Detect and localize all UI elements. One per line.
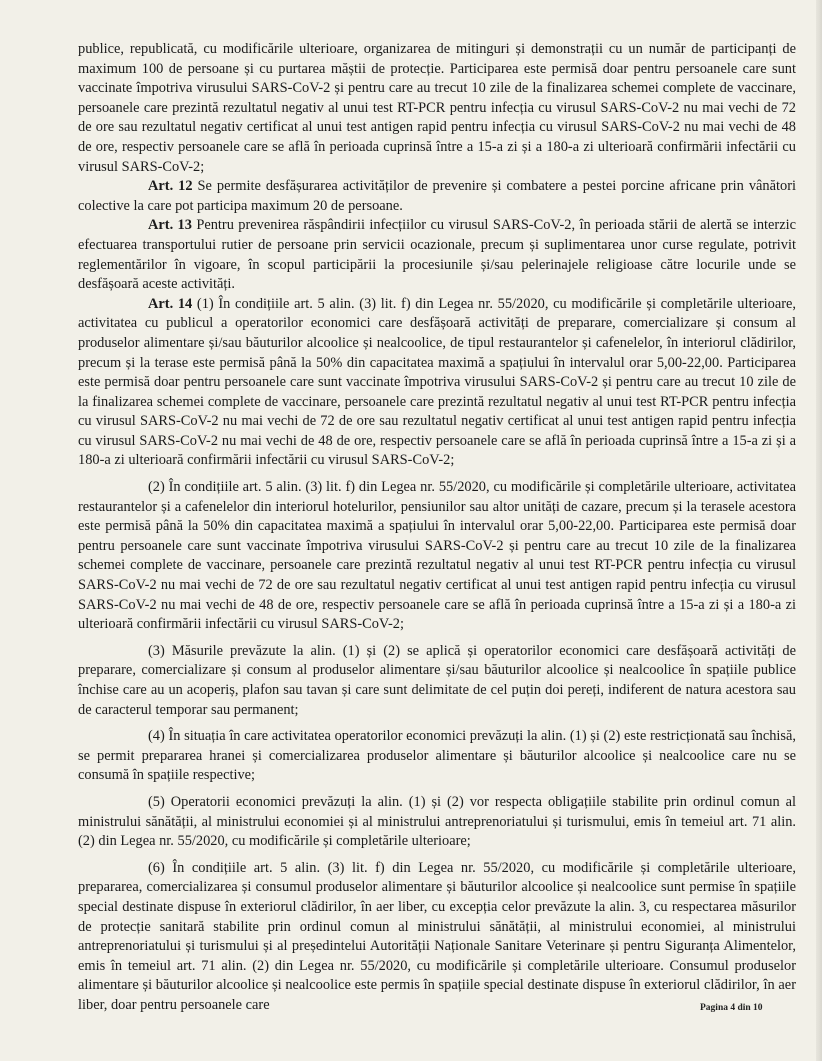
paragraph-art12 (78, 177, 796, 216)
paragraph-art14-5 (78, 793, 796, 852)
paragraph-text: (1) În condițiile art. 5 alin. (3) lit. f) din Legea nr. 55/2020, cu modificările și completările ulterioare, activitatea cu publicul a operatorilor economici care desfășoară activități de preparare, comercializare și consum al produselor alimentare și/sau băuturilor alcoolice și nealcoolice, de tipul restaurantelor și cafenelelor, în interiorul clădirilor, precum și la terase este permisă până la 50% din capacitatea maximă a spațiului în intervalul orar 5,00-22,00. Participarea este permisă doar pentru persoanele care sunt vaccinate împotriva virusului SARS-CoV-2 și pentru care au trecut 10 zile de la finalizarea schemei complete de vaccinare, persoanele care prezintă rezultatul negativ al unui test RT-PCR pentru infecția cu virusul SARS-CoV-2 nu mai vechi de 72 de ore sau rezultatul negativ certificat al unui test antigen rapid pentru infecția cu virusul SARS-CoV-2 nu mai vechi de 48 de ore, respectiv persoanele care se află în perioada cuprinsă între a 15-a zi și a 180-a zi ulterioară confirmării infectării cu virusul SARS-CoV-2; (78, 295, 796, 469)
page-edge-shadow (816, 0, 822, 1061)
paragraph-art14-3 (78, 642, 796, 720)
document-page (78, 40, 796, 1016)
paragraph-text: Se permite desfășurarea activităților de prevenire și combatere a pestei porcine africane prin vânători colective la care pot participa maximum 20 de persoane. (78, 178, 796, 214)
paragraph-text: (2) În condițiile art. 5 alin. (3) lit. f) din Legea nr. 55/2020, cu modificările și completările ulterioare, activitatea restaurantelor și a cafenelelor din interiorul hotelurilor, pensiunilor sau altor unități de cazare, precum și la terasele acestora este permisă până la 50% din capacitatea maximă a spațiului în intervalul orar 5,00-22,00. Participarea este permisă doar pentru persoanele care sunt vaccinate împotriva virusului SARS-CoV-2 și pentru care au trecut 10 zile de la finalizarea schemei complete de vaccinare, persoanele care prezintă rezultatul negativ al unui test RT-PCR pentru infecția cu virusul SARS-CoV-2 nu mai vechi de 72 de ore sau rezultatul negativ certificat al unui test antigen rapid pentru infecția cu virusul SARS-CoV-2 nu mai vechi de 48 de ore, respectiv persoanele care se află în perioada cuprinsă între a 15-a zi și a 180-a zi ulterioară confirmării infectării cu virusul SARS-CoV-2; (78, 479, 796, 633)
page-number: Pagina 4 din 10 (700, 1003, 763, 1013)
paragraph-art13 (78, 216, 796, 294)
paragraph-art11-continuation (78, 40, 796, 177)
paragraph-art14-6 (78, 859, 796, 1016)
paragraph-text: publice, republicată, cu modificările ulterioare, organizarea de mitinguri și demonstrații cu un număr de participanți de maximum 100 de persoane și cu purtarea măștii de protecție. Participarea este permisă doar pentru persoanele care sunt vaccinate împotriva virusului SARS-CoV-2 și pentru care au trecut 10 zile de la finalizarea schemei complete de vaccinare, persoanele care prezintă rezultatul negativ al unui test RT-PCR pentru infecția cu virusul SARS-CoV-2 nu mai vechi de 72 de ore sau rezultatul negativ certificat al unui test antigen rapid pentru infecția cu virusul SARS-CoV-2 nu mai vechi de 48 de ore, respectiv persoanele care se află în perioada cuprinsă între a 15-a zi și a 180-a zi ulterioară confirmării infectării cu virusul SARS-CoV-2; (78, 41, 796, 175)
paragraph-art14-2 (78, 478, 796, 635)
paragraph-text: (5) Operatorii economici prevăzuți la alin. (1) și (2) vor respecta obligațiile stabilite prin ordinul comun al ministrului sănătății, al ministrului economiei și al ministrului antreprenoriatului și turismului, emis în temeiul art. 71 alin. (2) din Legea nr. 55/2020, cu modificările și completările ulterioare; (78, 793, 796, 850)
paragraph-text: (6) În condițiile art. 5 alin. (3) lit. f) din Legea nr. 55/2020, cu modificările și completările ulterioare, prepararea, comercializarea și consumul produselor alimentare și băuturilor alcoolice și nealcoolice sunt permise în spațiile special destinate dispuse în exteriorul clădirilor, în aer liber, cu excepția celor prevăzute la alin. 3, cu respectarea măsurilor de protecție sanitară stabilite prin ordinul comun al ministrului sănătății, al ministrului economiei, al ministrului antreprenoriatului și turismului și al președintelui Autorității Naționale Sanitare Veterinare și pentru Siguranța Alimentelor, emis în temeiul art. 71 alin. (2) din Legea nr. 55/2020, cu modificările și completările ulterioare. Consumul produselor alimentare și băuturilor alcoolice și nealcoolice este permis în spațiile special destinate dispuse în exteriorul clădirilor, în aer liber, doar pentru persoanele care (78, 859, 796, 1013)
paragraph-text: (4) În situația în care activitatea operatorilor economici prevăzuți la alin. (1) și (2) este restricționată sau închisă, se permit prepararea hranei și comercializarea produselor alimentare și băuturilor alcoolice și nealcoolice care nu se consumă în spațiile respective; (78, 728, 796, 784)
article-label: Art. 13 (148, 217, 192, 234)
paragraph-text: Pentru prevenirea răspândirii infecțiilor cu virusul SARS-CoV-2, în perioada stării de alertă se interzic efectuarea transportului rutier de persoane prin servicii ocazionale, precum și suplimentarea unor curse regulate, potrivit reglementărilor în vigoare, în scopul participării la procesiunile și/sau pelerinajele religioase către locurile unde se desfășoară aceste activități. (78, 217, 796, 293)
paragraph-art14-1 (78, 295, 796, 471)
article-label: Art. 12 (148, 178, 193, 195)
article-label: Art. 14 (148, 295, 193, 312)
paragraph-text: (3) Măsurile prevăzute la alin. (1) și (2) se aplică și operatorilor economici care desfășoară activități de preparare, comercializare și consum al produselor alimentare și/sau băuturilor alcoolice și nealcoolice în spațiile publice închise care au un acoperiș, plafon sau tavan și care sunt delimitate de cel puțin doi pereți, indiferent de natura acestora sau de caracterul temporar sau permanent; (78, 642, 796, 718)
paragraph-art14-4 (78, 727, 796, 786)
